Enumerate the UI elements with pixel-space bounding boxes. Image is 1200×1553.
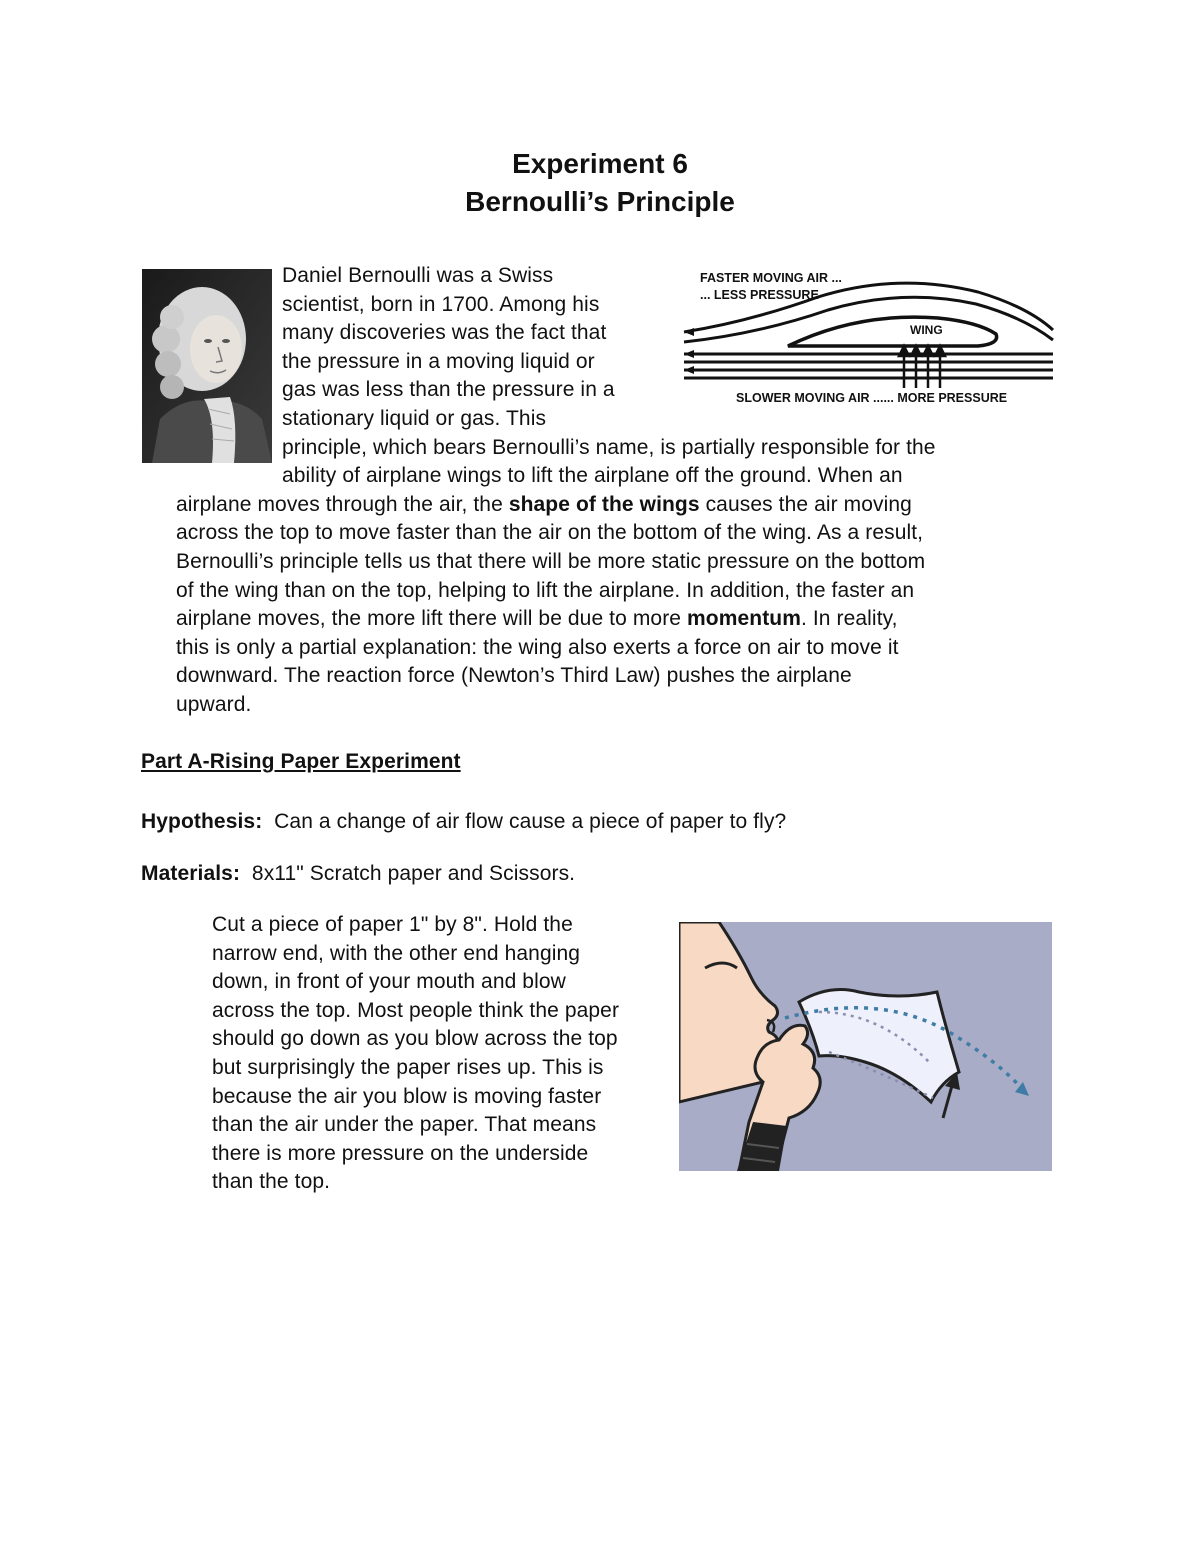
intro-line-15: downward. The reaction force (Newton’s Third Law) pushes the airplane bbox=[176, 664, 852, 688]
blowing-paper-illustration bbox=[679, 922, 1052, 1171]
page-title: Experiment 6 bbox=[512, 148, 688, 179]
intro-line-12: of the wing than on the top, helping to lift the airplane. In addition, the faster an bbox=[176, 578, 915, 602]
hypothesis-label: Hypothesis: bbox=[141, 810, 263, 833]
part-a-heading: Part A-Rising Paper Experiment bbox=[141, 750, 461, 773]
shape-of-wings-emphasis: shape of the wings bbox=[508, 492, 700, 516]
intro-line-3: many discoveries was the fact that bbox=[282, 321, 607, 345]
wing-label-top1: FASTER MOVING AIR ... bbox=[700, 271, 842, 285]
intro-line-6: stationary liquid or gas. This bbox=[282, 407, 547, 430]
intro-line-4: the pressure in a moving liquid or bbox=[282, 349, 595, 373]
intro-line-13 bbox=[176, 605, 898, 634]
portrait-drawing bbox=[142, 269, 272, 463]
intro-line-1: Daniel Bernoulli was a Swiss bbox=[282, 264, 554, 287]
intro-line-10: across the top to move faster than the air on the bottom of the wing. As a result, bbox=[176, 521, 924, 545]
procedure-line-10: than the top. bbox=[212, 1170, 331, 1194]
intro-line-13-post: . In reality, bbox=[801, 607, 898, 631]
blowing-paper-drawing bbox=[679, 922, 1052, 1171]
procedure-line-1: Cut a piece of paper 1" by 8". Hold the bbox=[212, 913, 573, 936]
procedure-line-9: there is more pressure on the underside bbox=[212, 1141, 589, 1165]
intro-line-9 bbox=[176, 491, 912, 520]
procedure-line-6: but surprisingly the paper rises up. This is bbox=[212, 1056, 604, 1079]
page-subtitle: Bernoulli’s Principle bbox=[465, 186, 735, 217]
procedure-line-5: should go down as you blow across the top bbox=[212, 1027, 618, 1051]
intro-line-13-pre: airplane moves, the more lift there will be due to more bbox=[176, 607, 688, 631]
procedure-line-7: because the air you blow is moving faster bbox=[212, 1084, 602, 1108]
materials-row bbox=[141, 860, 575, 889]
hypothesis-row bbox=[141, 808, 786, 837]
intro-line-9-pre: airplane moves through the air, the bbox=[176, 492, 509, 516]
intro-line-7: principle, which bears Bernoulli’s name, is partially responsible for the bbox=[282, 435, 936, 459]
wing-label: WING bbox=[910, 323, 943, 337]
materials-text: 8x11" Scratch paper and Scissors. bbox=[251, 862, 576, 885]
intro-line-16: upward. bbox=[176, 693, 252, 716]
intro-line-9-post: causes the air moving bbox=[699, 492, 912, 516]
materials-label: Materials: bbox=[141, 862, 241, 885]
wing-diagram-drawing bbox=[678, 262, 1056, 410]
wing-airflow-diagram bbox=[678, 262, 1056, 410]
intro-line-8: ability of airplane wings to lift the airplane off the ground. When an bbox=[282, 464, 903, 488]
procedure-line-4: across the top. Most people think the paper bbox=[212, 998, 620, 1022]
bernoulli-portrait bbox=[142, 269, 272, 463]
intro-line-11: Bernoulli’s principle tells us that there will be more static pressure on the bottom bbox=[176, 550, 926, 573]
intro-line-2: scientist, born in 1700. Among his bbox=[282, 292, 600, 316]
procedure-line-3: down, in front of your mouth and blow bbox=[212, 970, 566, 994]
intro-line-14: this is only a partial explanation: the wing also exerts a force on air to move it bbox=[176, 635, 899, 659]
procedure-line-2: narrow end, with the other end hanging bbox=[212, 941, 581, 965]
wing-label-bottom: SLOWER MOVING AIR ...... MORE PRESSURE bbox=[736, 391, 1008, 405]
procedure-line-8: than the air under the paper. That means bbox=[212, 1113, 597, 1137]
wing-label-top2: ... LESS PRESSURE bbox=[700, 288, 819, 302]
intro-line-5: gas was less than the pressure in a bbox=[282, 378, 615, 402]
hypothesis-text: Can a change of air flow cause a piece of paper to fly? bbox=[274, 810, 787, 833]
momentum-emphasis: momentum bbox=[687, 607, 801, 631]
